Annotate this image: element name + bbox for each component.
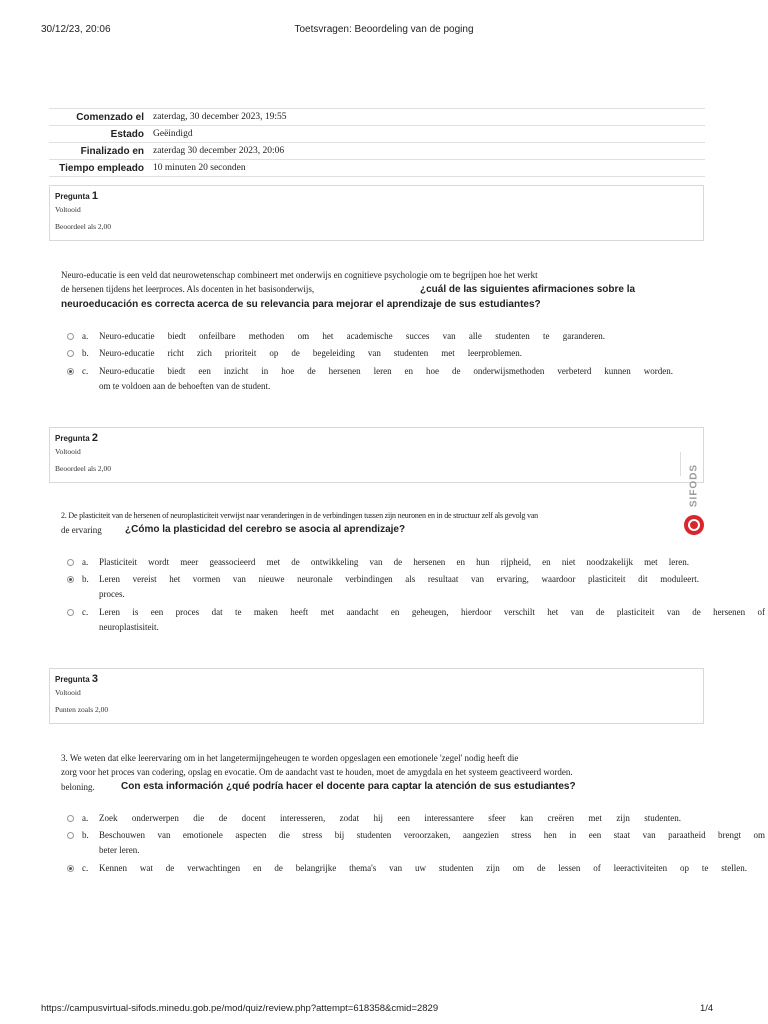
answer-letter: b. <box>82 830 89 840</box>
question-number: 2 <box>91 432 99 444</box>
question-label: Pregunta <box>55 675 90 684</box>
radio-button[interactable] <box>67 832 74 839</box>
answer-text: Kennen wat de verwachtingen en de belangrijke thema's van uw studenten zijn om de lessen of leeractiviteiten op te stellen. <box>99 863 747 873</box>
radio-button-selected[interactable] <box>67 368 74 375</box>
question-3-prompt-line-1: Con esta información ¿qué podría hacer el docente para captar la atención de sus estudiantes? <box>121 781 576 792</box>
print-datetime: 30/12/23, 20:06 <box>41 24 111 35</box>
page-title: Toetsvragen: Beoordeling van de poging <box>294 24 474 35</box>
answer-letter: a. <box>82 331 89 341</box>
answer-text-continued: beter leren. <box>99 845 140 855</box>
question-mark: Punten zoals 2,00 <box>55 705 109 714</box>
summary-row-started <box>49 109 705 126</box>
answer-text-continued: proces. <box>99 589 125 599</box>
attempt-summary-table <box>49 108 705 177</box>
question-label: Pregunta <box>55 434 90 443</box>
sifods-wordmark: SIFODS <box>688 463 700 508</box>
question-number: 3 <box>91 673 99 685</box>
question-number: 1 <box>91 190 99 202</box>
question-3-text-line-3: beloning. <box>61 782 95 792</box>
summary-value: 10 minuten 20 seconden <box>153 160 705 177</box>
question-mark: Beoordeel als 2,00 <box>55 464 112 473</box>
question-2-title <box>55 432 698 445</box>
answer-text-continued: neuroplastisiteit. <box>99 622 159 632</box>
page-number: 1/4 <box>700 1003 714 1014</box>
question-label: Pregunta <box>55 192 90 201</box>
question-3-title <box>55 673 698 686</box>
question-3-text-line-1: 3. We weten dat elke leerervaring om in het langetermijngeheugen te worden opgeslagen een emotionele 'zegel' nodig heeft die <box>61 753 519 763</box>
question-1-title <box>55 190 698 203</box>
radio-button-selected[interactable] <box>67 576 74 583</box>
answer-letter: a. <box>82 813 89 823</box>
answer-text: Leren is een proces dat te maken heeft met aandacht en geheugen, hierdoor verschilt het van de plasticiteit van de hersenen of <box>99 607 765 617</box>
question-1-text-line-2: de hersenen tijdens het leerproces. Als docenten in het basisonderwijs, <box>61 284 315 294</box>
answer-text: Leren vereist het vormen van nieuwe neuronale verbindingen als resultaat van ervaring, waardoor plasticiteit dit moduleert. <box>99 574 699 584</box>
radio-button[interactable] <box>67 333 74 340</box>
question-3-text-line-2: zorg voor het proces van codering, opslag en evocatie. Om de aandacht vast te houden, moet de amygdala en het systeem geactiveerd worden. <box>61 767 573 777</box>
answer-letter: a. <box>82 557 89 567</box>
summary-value: zaterdag, 30 december 2023, 19:55 <box>153 109 705 126</box>
radio-button[interactable] <box>67 350 74 357</box>
answer-letter: b. <box>82 574 89 584</box>
question-3-info-box <box>49 668 704 724</box>
question-2-info-box <box>49 427 704 483</box>
sifods-logo-icon <box>684 515 704 535</box>
answer-text: Beschouwen van emotionele aspecten die stress bij studenten veroorzaken, aangezien stress hen in een staat van paraatheid brengt om <box>99 830 765 840</box>
summary-label: Estado <box>49 126 153 143</box>
question-1-prompt-line-2: neuroeducación es correcta acerca de su relevancia para mejorar el aprendizaje de sus estudiantes? <box>61 299 541 310</box>
answer-text: Zoek onderwerpen die de docent interesseren, zodat hij een interessantere sfeer kan creëren met zijn studenten. <box>99 813 681 823</box>
summary-label: Comenzado el <box>49 109 153 126</box>
answer-letter: c. <box>82 863 89 873</box>
radio-button[interactable] <box>67 559 74 566</box>
summary-row-finished <box>49 143 705 160</box>
question-state: Voltooid <box>55 205 81 214</box>
summary-label: Tiempo empleado <box>49 160 153 177</box>
answer-letter: c. <box>82 607 89 617</box>
summary-label: Finalizado en <box>49 143 153 160</box>
page-url: https://campusvirtual-sifods.minedu.gob.pe/mod/quiz/review.php?attempt=618358&cmid=2829 <box>41 1003 439 1014</box>
answer-letter: c. <box>82 366 89 376</box>
answer-text-continued: om te voldoen aan de behoeften van de student. <box>99 381 271 391</box>
radio-button[interactable] <box>67 815 74 822</box>
answer-text: Plasticiteit wordt meer geassocieerd met de ontwikkeling van de hersenen en hun rijpheid, en niet noodzakelijk met leren. <box>99 557 689 567</box>
question-state: Voltooid <box>55 447 81 456</box>
question-state: Voltooid <box>55 688 81 697</box>
summary-value: zaterdag 30 december 2023, 20:06 <box>153 143 705 160</box>
answer-text: Neuro-educatie biedt een inzicht in hoe de hersenen leren en hoe de onderwijsmethoden verbeterd kunnen worden. <box>99 366 673 376</box>
answer-letter: b. <box>82 348 89 358</box>
question-1-info-box <box>49 185 704 241</box>
question-2-text-line-1: 2. De plasticiteit van de hersenen of neuroplasticiteit verwijst naar veranderingen in de verbindingen tussen zijn neuronen en in de structuur zelf als gevolg van <box>61 511 538 520</box>
radio-button-selected[interactable] <box>67 865 74 872</box>
sidebar-divider <box>680 452 681 476</box>
summary-row-state <box>49 126 705 143</box>
answer-text: Neuro-educatie richt zich prioriteit op de begeleiding van studenten met leerproblemen. <box>99 348 522 358</box>
question-mark: Beoordeel als 2,00 <box>55 222 112 231</box>
question-1-prompt-line-1: ¿cuál de las siguientes afirmaciones sobre la <box>420 284 636 295</box>
question-2-prompt-line-1: ¿Cómo la plasticidad del cerebro se asocia al aprendizaje? <box>125 524 406 535</box>
summary-row-time-taken <box>49 160 705 177</box>
radio-button[interactable] <box>67 609 74 616</box>
summary-value: Geëindigd <box>153 126 705 143</box>
question-2-text-line-2: de ervaring <box>61 525 102 535</box>
answer-text: Neuro-educatie biedt onfeilbare methoden om het academische succes van alle studenten te garanderen. <box>99 331 605 341</box>
question-1-text-line-1: Neuro-educatie is een veld dat neurowetenschap combineert met onderwijs en cognitieve psychologie om te begrijpen hoe het werkt <box>61 270 538 280</box>
sifods-watermark <box>683 462 705 514</box>
